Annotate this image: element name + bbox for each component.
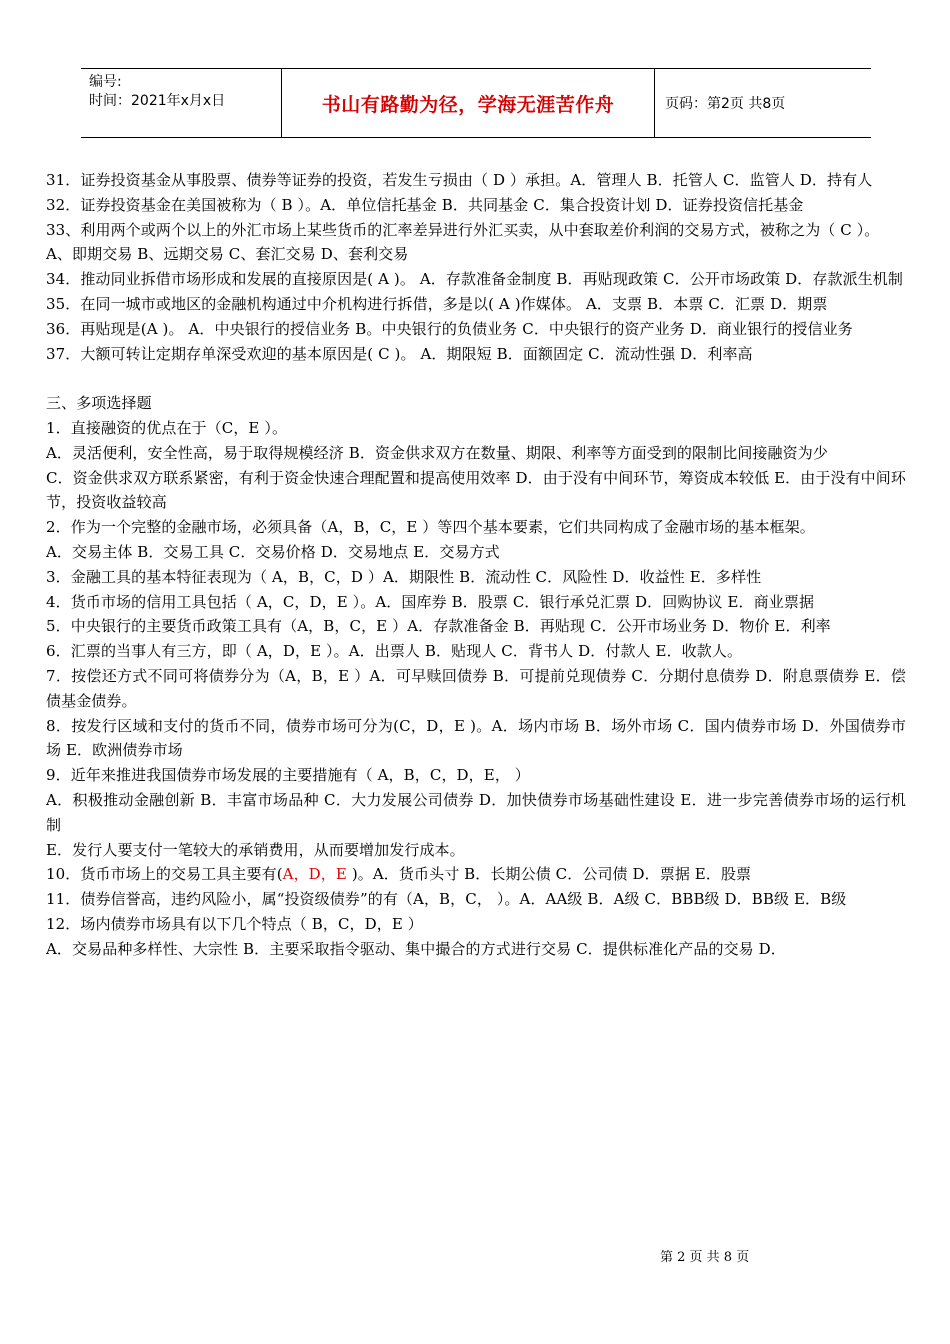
mq1: 1．直接融资的优点在于（C，E ）。 [46, 418, 288, 437]
q37: 37．大额可转让定期存单深受欢迎的基本原因是( C )。 A．期限短 B．面额固定 C．流动性强 D．利率高 [46, 344, 753, 363]
q33: 33、利用两个或两个以上的外汇市场上某些货币的汇率差异进行外汇买卖，从中套取差价利润的交易方式，被称之为（ C ）。 [46, 220, 880, 239]
number-label: 编号: [89, 74, 122, 90]
q36: 36．再贴现是(A )。 A．中央银行的授信业务 B。中央银行的负债业务 C．中央银行的资产业务 D．商业银行的授信业务 [46, 319, 853, 338]
mq8: 8．按发行区域和支付的货币不同，债券市场可分为(C，D，E )。A．场内市场 B．场外市场 C．国内债券市场 D．外国债券市场 E．欧洲债券市场 [46, 716, 906, 760]
time-label: 时间：2021年x月x日 [89, 93, 226, 109]
mq6: 6．汇票的当事人有三方，即（ A，D，E ）。A．出票人 B．贴现人 C．背书人 D．付款人 E．收款人。 [46, 642, 743, 661]
mq4: 4．货币市场的信用工具包括（ A，C，D，E ）。A．国库券 B．股票 C．银行承兑汇票 D．回购协议 E．商业票据 [46, 592, 815, 611]
blank-line [46, 366, 906, 391]
page-footer: 第 2 页 共 8 页 [660, 1250, 750, 1265]
mq10-options: )。A．货币头寸 B．长期公债 C．公司债 D．票据 E．股票 [346, 865, 752, 884]
header-motto-cell [281, 69, 655, 137]
mq9-option-e: E．发行人要支付一笔较大的承销费用，从而要增加发行成本。 [46, 840, 465, 859]
mq10 [46, 862, 906, 887]
section-title: 三、多项选择题 [46, 394, 152, 413]
mq12: 12．场内债券市场具有以下几个特点（ B，C，D，E ） [46, 914, 423, 933]
q32: 32．证券投资基金在美国被称为（ B ）。A．单位信托基金 B．共同基金 C．集合投资计划 D．证券投资信托基金 [46, 195, 804, 214]
q31: 31．证券投资基金从事股票、债券等证券的投资，若发生亏损由（ D ）承担。A．管理人 B．托管人 C．监管人 D．持有人 [46, 171, 873, 189]
header-meta [81, 69, 281, 137]
mq9: 9．近年来推进我国债券市场发展的主要措施有（ A，B，C，D，E， ） [46, 766, 530, 785]
mq3: 3．金融工具的基本特征表现为（ A，B，C，D ）A．期限性 B．流动性 C．风险性 D．收益性 E．多样性 [46, 567, 762, 586]
mq7: 7．按偿还方式不同可将债券分为（A，B，E ）A．可早赎回债券 B．可提前兑现债券 C．分期付息债券 D．附息票债券 E．偿债基金债券。 [46, 666, 906, 710]
motto: 书山有路勤为径，学海无涯苦作舟 [321, 93, 615, 116]
page-info: 页码：第2页 共8页 [665, 96, 786, 112]
q35: 35．在同一城市或地区的金融机构通过中介机构进行拆借，多是以( A )作媒体。 A．支票 B．本票 C．汇票 D．期票 [46, 294, 828, 313]
mq9-options: A．积极推动金融创新 B．丰富市场品种 C．大力发展公司债券 D．加快债券市场基础性建设 E．进一步完善债券市场的运行机制 [46, 790, 906, 834]
header-page-cell [655, 69, 871, 137]
mq5: 5．中央银行的主要货币政策工具有（A，B，C，E ）A．存款准备金 B．再贴现 C．公开市场业务 D．物价 E．利率 [46, 617, 831, 636]
document-body [46, 168, 906, 962]
mq2: 2．作为一个完整的金融市场，必须具备（A，B，C，E ）等四个基本要素，它们共同构成了金融市场的基本框架。 [46, 518, 815, 537]
q34: 34．推动同业拆借市场形成和发展的直接原因是( A )。 A．存款准备金制度 B．再贴现政策 C．公开市场政策 D．存款派生机制 [46, 270, 903, 289]
mq12-options: A．交易品种多样性、大宗性 B．主要采取指令驱动、集中撮合的方式进行交易 C．提供标准化产品的交易 D． [46, 939, 786, 958]
mq1-options-c: C．资金供求双方联系紧密，有利于资金快速合理配置和提高使用效率 D．由于没有中间环节，筹资成本较低 E．由于没有中间环节，投资收益较高 [46, 468, 906, 512]
mq10-answer: A，D，E [282, 865, 347, 884]
page-header [81, 68, 871, 138]
mq10-stem: 10．货币市场上的交易工具主要有( [46, 865, 283, 884]
mq11: 11．债券信誉高，违约风险小，属“投资级债券”的有（A，B，C， ）。A．AA级 B．A级 C．BBB级 D．BB级 E．B级 [46, 890, 847, 909]
mq2-options: A．交易主体 B．交易工具 C．交易价格 D．交易地点 E．交易方式 [46, 542, 500, 561]
mq1-options-a: A．灵活便利，安全性高，易于取得规模经济 B．资金供求双方在数量、期限、利率等方面受到的限制比间接融资为少 [46, 443, 828, 462]
q33-options: A、即期交易 B、远期交易 C、套汇交易 D、套利交易 [46, 245, 409, 264]
